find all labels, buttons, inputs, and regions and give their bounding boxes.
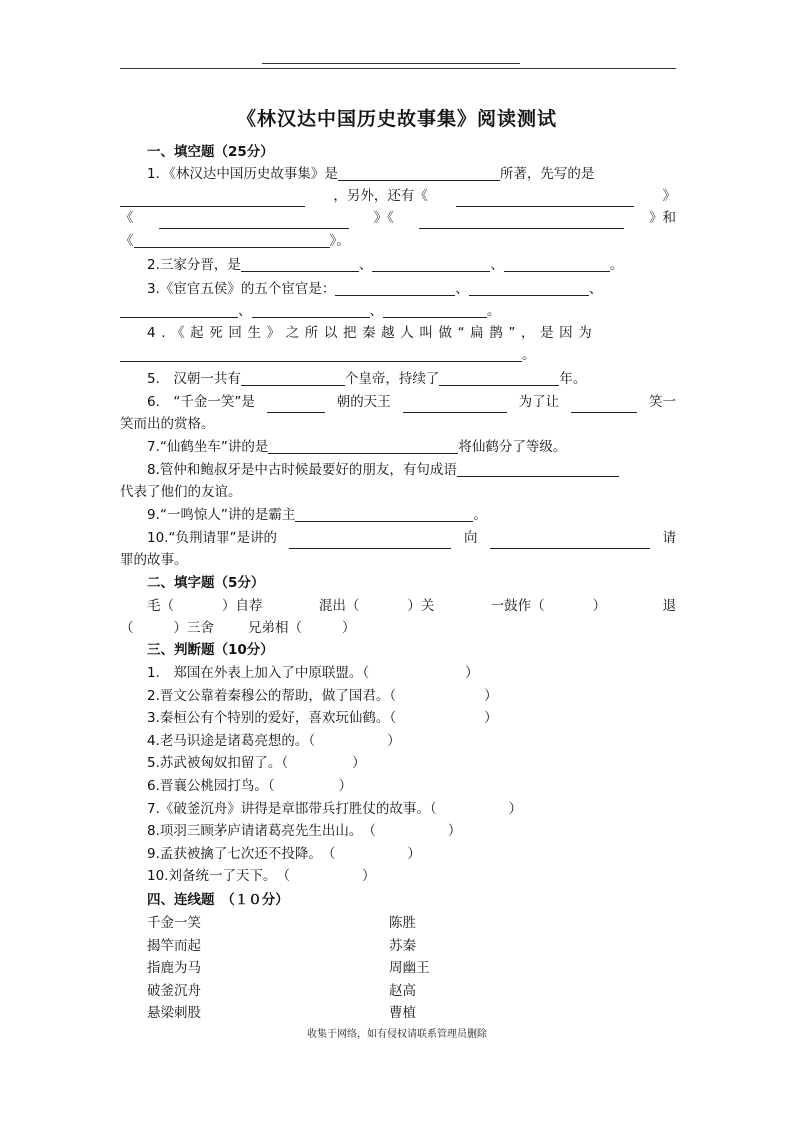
q8-line-2: 代表了他们的友谊。 bbox=[120, 484, 242, 500]
q1-line-2 bbox=[120, 185, 676, 207]
judge-item-close: ） bbox=[352, 755, 366, 772]
q9 bbox=[147, 504, 676, 526]
judge-item bbox=[147, 662, 676, 684]
q1-text-e: 《 bbox=[120, 210, 134, 226]
fill-word-4-start: 退 bbox=[662, 598, 676, 614]
match-right-item[interactable]: 苏秦 bbox=[389, 937, 416, 954]
q5-blank-2[interactable] bbox=[439, 370, 559, 386]
judge-item bbox=[147, 798, 676, 820]
q4-line-1: 4.《起死回生》之所以把秦越人叫做“扁鹊”，是因为 bbox=[147, 325, 598, 341]
section-2-heading: 二、填字题（5分） bbox=[147, 575, 265, 591]
header-rule bbox=[120, 68, 676, 69]
q6-blank-1[interactable] bbox=[267, 397, 325, 413]
judge-item-text: 7.《破釜沉舟》讲得是章邯带兵打胜仗的故事。（ bbox=[147, 800, 437, 817]
q9-end: 。 bbox=[473, 507, 487, 523]
judge-item bbox=[147, 685, 676, 707]
footer-note: 收集于网络，如有侵权请联系管理员删除 bbox=[307, 1029, 487, 1040]
q2-sep-2: 、 bbox=[490, 257, 504, 273]
q1-line-1 bbox=[147, 163, 676, 185]
q9-text-a: 9.“一鸣惊人”讲的是霸主 bbox=[147, 507, 296, 523]
q6-text-d: 笑一 bbox=[649, 394, 676, 410]
q3-text-a: 3.《宦官五侯》的五个宦官是： bbox=[147, 281, 336, 297]
q3-blank-1[interactable] bbox=[335, 280, 455, 296]
q10-line-2: 罪的故事。 bbox=[120, 552, 188, 568]
q1-line-3 bbox=[120, 207, 676, 229]
q1-blank-2[interactable] bbox=[456, 191, 634, 207]
q5-blank-1[interactable] bbox=[241, 370, 345, 386]
q1-blank-4[interactable] bbox=[419, 213, 624, 229]
q1-blank-first[interactable] bbox=[120, 191, 305, 207]
judge-item-close: ） bbox=[407, 845, 421, 862]
match-row bbox=[147, 957, 676, 979]
q2-blank-1[interactable] bbox=[241, 256, 359, 272]
q6-blank-2[interactable] bbox=[403, 397, 507, 413]
match-left-item[interactable]: 揭竿而起 bbox=[147, 937, 201, 954]
q3-line-2 bbox=[120, 300, 676, 322]
judge-item-text: 10.刘备统一了天下。 （ bbox=[147, 868, 290, 885]
q2-blank-3[interactable] bbox=[504, 256, 610, 272]
match-row bbox=[147, 1002, 676, 1024]
q3-blank-4[interactable] bbox=[252, 302, 370, 318]
judge-item bbox=[147, 865, 676, 887]
q10-blank-2[interactable] bbox=[490, 533, 650, 549]
q10-text-b: 向 bbox=[463, 530, 478, 546]
judge-item-close: ） bbox=[484, 710, 498, 727]
q6-blank-3[interactable] bbox=[571, 397, 637, 413]
q6-line-2: 笑而出的赏格。 bbox=[120, 416, 215, 432]
judge-item-text: 4.老马识途是诸葛亮想的。（ bbox=[147, 732, 316, 749]
match-left-item[interactable]: 千金一笑 bbox=[147, 915, 201, 931]
q4-end: 。 bbox=[522, 347, 536, 363]
q9-blank[interactable] bbox=[295, 506, 473, 522]
judge-item-close: ） bbox=[338, 778, 353, 794]
match-right-item[interactable]: 曹植 bbox=[389, 1005, 416, 1022]
q1-text-b: 所著，先写的是 bbox=[499, 166, 595, 182]
q1-text-d: 》 bbox=[662, 188, 676, 204]
header-rule-short bbox=[262, 63, 520, 64]
fill-word-5-a: 兄弟相（ bbox=[248, 620, 302, 636]
q5-text-a: 5. 汉朝一共有 bbox=[147, 371, 241, 387]
q2-end: 。 bbox=[609, 257, 624, 273]
q6-line-1 bbox=[147, 391, 676, 413]
fill-words-line-2 bbox=[120, 617, 676, 639]
q6-text-c: 为了让 bbox=[518, 394, 560, 410]
fill-word-5-b: ） bbox=[342, 620, 356, 636]
fill-word-3-b: ） bbox=[592, 598, 607, 614]
judge-item-text: 2.晋文公靠着秦穆公的帮助，做了国君。（ bbox=[147, 687, 397, 704]
judge-item-close: ） bbox=[447, 823, 462, 840]
match-right-item[interactable]: 陈胜 bbox=[389, 915, 416, 931]
judge-item-text: 1. 郑国在外表上加入了中原联盟。（ bbox=[147, 665, 370, 681]
fill-word-1-b: ）自荐 bbox=[222, 598, 263, 614]
q4-line-2 bbox=[120, 344, 676, 366]
q3-blank-2[interactable] bbox=[469, 280, 589, 296]
q10-text-a: 10.“负荆请罪”是讲的 bbox=[147, 530, 277, 546]
q1-text-c: ，另外，还有《 bbox=[333, 188, 428, 204]
judge-item bbox=[147, 820, 676, 842]
q1-text-i: 》。 bbox=[329, 233, 350, 249]
match-left-item[interactable]: 悬梁刺股 bbox=[147, 1005, 201, 1022]
section-4-heading: 四、连线题 （１０分） bbox=[147, 892, 289, 908]
q1-text-g: 》和 bbox=[649, 210, 676, 226]
q1-blank-5[interactable] bbox=[134, 232, 330, 248]
q6-text-a: 6. “千金一笑”是 bbox=[147, 394, 255, 410]
q5 bbox=[147, 368, 676, 390]
fill-word-1 bbox=[147, 595, 263, 617]
q2 bbox=[147, 254, 676, 276]
judge-item-text: 5.苏武被匈奴扣留了。（ bbox=[147, 755, 289, 772]
q8-blank[interactable] bbox=[457, 461, 619, 477]
q7-blank[interactable] bbox=[268, 438, 458, 454]
q3-line-1 bbox=[147, 278, 676, 300]
q1-text-f: 》《 bbox=[373, 210, 394, 226]
judge-item-text: 3.秦桓公有个特别的爱好，喜欢玩仙鹤。（ bbox=[147, 710, 397, 727]
fill-words-line-1 bbox=[147, 595, 676, 617]
q1-text-h: 《 bbox=[120, 233, 134, 249]
q1-text-a: 1．《林汉达中国历史故事集》是 bbox=[147, 166, 338, 182]
q3-sep-3: 、 bbox=[238, 303, 252, 319]
judge-item bbox=[147, 775, 676, 797]
q3-sep-2: 、 bbox=[588, 281, 603, 297]
judge-item-text: 6.晋襄公桃园打鸟。（ bbox=[147, 778, 275, 794]
fill-word-2 bbox=[319, 595, 435, 617]
q5-text-b: 个皇帝，持续了 bbox=[344, 371, 440, 387]
q10-blank-1[interactable] bbox=[289, 533, 451, 549]
q3-sep-1: 、 bbox=[455, 281, 469, 297]
judge-item-close: ） bbox=[465, 665, 479, 681]
match-row bbox=[147, 935, 676, 957]
judge-item bbox=[147, 843, 676, 865]
q3-blank-5[interactable] bbox=[383, 302, 487, 318]
q7 bbox=[147, 436, 676, 458]
judge-item-text: 9.孟获被擒了七次还不投降。 （ bbox=[147, 845, 336, 862]
judge-item bbox=[147, 752, 676, 774]
judge-item bbox=[147, 730, 676, 752]
fill-word-3 bbox=[491, 595, 607, 617]
q5-text-c: 年。 bbox=[559, 371, 587, 387]
q2-text-a: 2.三家分晋，是 bbox=[147, 257, 241, 273]
q3-blank-3[interactable] bbox=[120, 302, 238, 318]
match-right-item[interactable]: 周幽王 bbox=[389, 960, 430, 977]
judge-item bbox=[147, 707, 676, 729]
match-right-item[interactable]: 赵高 bbox=[389, 982, 416, 999]
q1-blank-3[interactable] bbox=[159, 213, 349, 229]
match-left-item[interactable]: 破釜沉舟 bbox=[147, 982, 201, 999]
q10-line-1 bbox=[147, 527, 676, 549]
section-1-heading: 一、填空题（25分） bbox=[147, 144, 274, 160]
match-row bbox=[147, 980, 676, 1002]
fill-word-1-a: 毛（ bbox=[147, 598, 174, 614]
fill-word-3-a: 一鼓作（ bbox=[490, 598, 545, 614]
judge-item-close: ） bbox=[508, 800, 523, 817]
section-3-heading: 三、判断题（10分） bbox=[147, 642, 274, 658]
q3-end: 。 bbox=[487, 303, 501, 319]
q3-sep-4: 、 bbox=[369, 303, 383, 319]
judge-item-close: ） bbox=[484, 687, 498, 704]
q7-text-b: 将仙鹤分了等级。 bbox=[458, 439, 567, 455]
fill-word-4-a: （ bbox=[120, 620, 134, 636]
q1-line-4 bbox=[120, 230, 676, 252]
match-left-item[interactable]: 指鹿为马 bbox=[147, 960, 201, 977]
fill-word-2-a: 混出（ bbox=[318, 598, 360, 614]
page-title: 《林汉达中国历史故事集》阅读测试 bbox=[236, 108, 557, 130]
judge-item-close: ） bbox=[361, 868, 376, 885]
q7-text-a: 7.“仙鹤坐车”讲的是 bbox=[147, 439, 269, 455]
q2-blank-2[interactable] bbox=[372, 256, 490, 272]
match-row bbox=[147, 912, 676, 934]
fill-word-2-b: ）关 bbox=[407, 598, 435, 614]
q8-line-1 bbox=[147, 459, 676, 481]
q8-text-a: 8.管仲和鲍叔牙是中古时候最要好的朋友，有句成语 bbox=[147, 462, 457, 478]
q6-text-b: 朝的天王 bbox=[336, 394, 391, 410]
q2-sep-1: 、 bbox=[358, 257, 373, 273]
fill-word-4-b: ）三舍 bbox=[173, 620, 214, 636]
q10-text-c: 请 bbox=[662, 530, 676, 546]
q1-blank-author[interactable] bbox=[338, 165, 500, 181]
q4-blank[interactable] bbox=[120, 346, 522, 362]
judge-item-text: 8.项羽三顾茅庐请诸葛亮先生出山。 （ bbox=[147, 823, 376, 840]
judge-item-close: ） bbox=[387, 732, 401, 749]
